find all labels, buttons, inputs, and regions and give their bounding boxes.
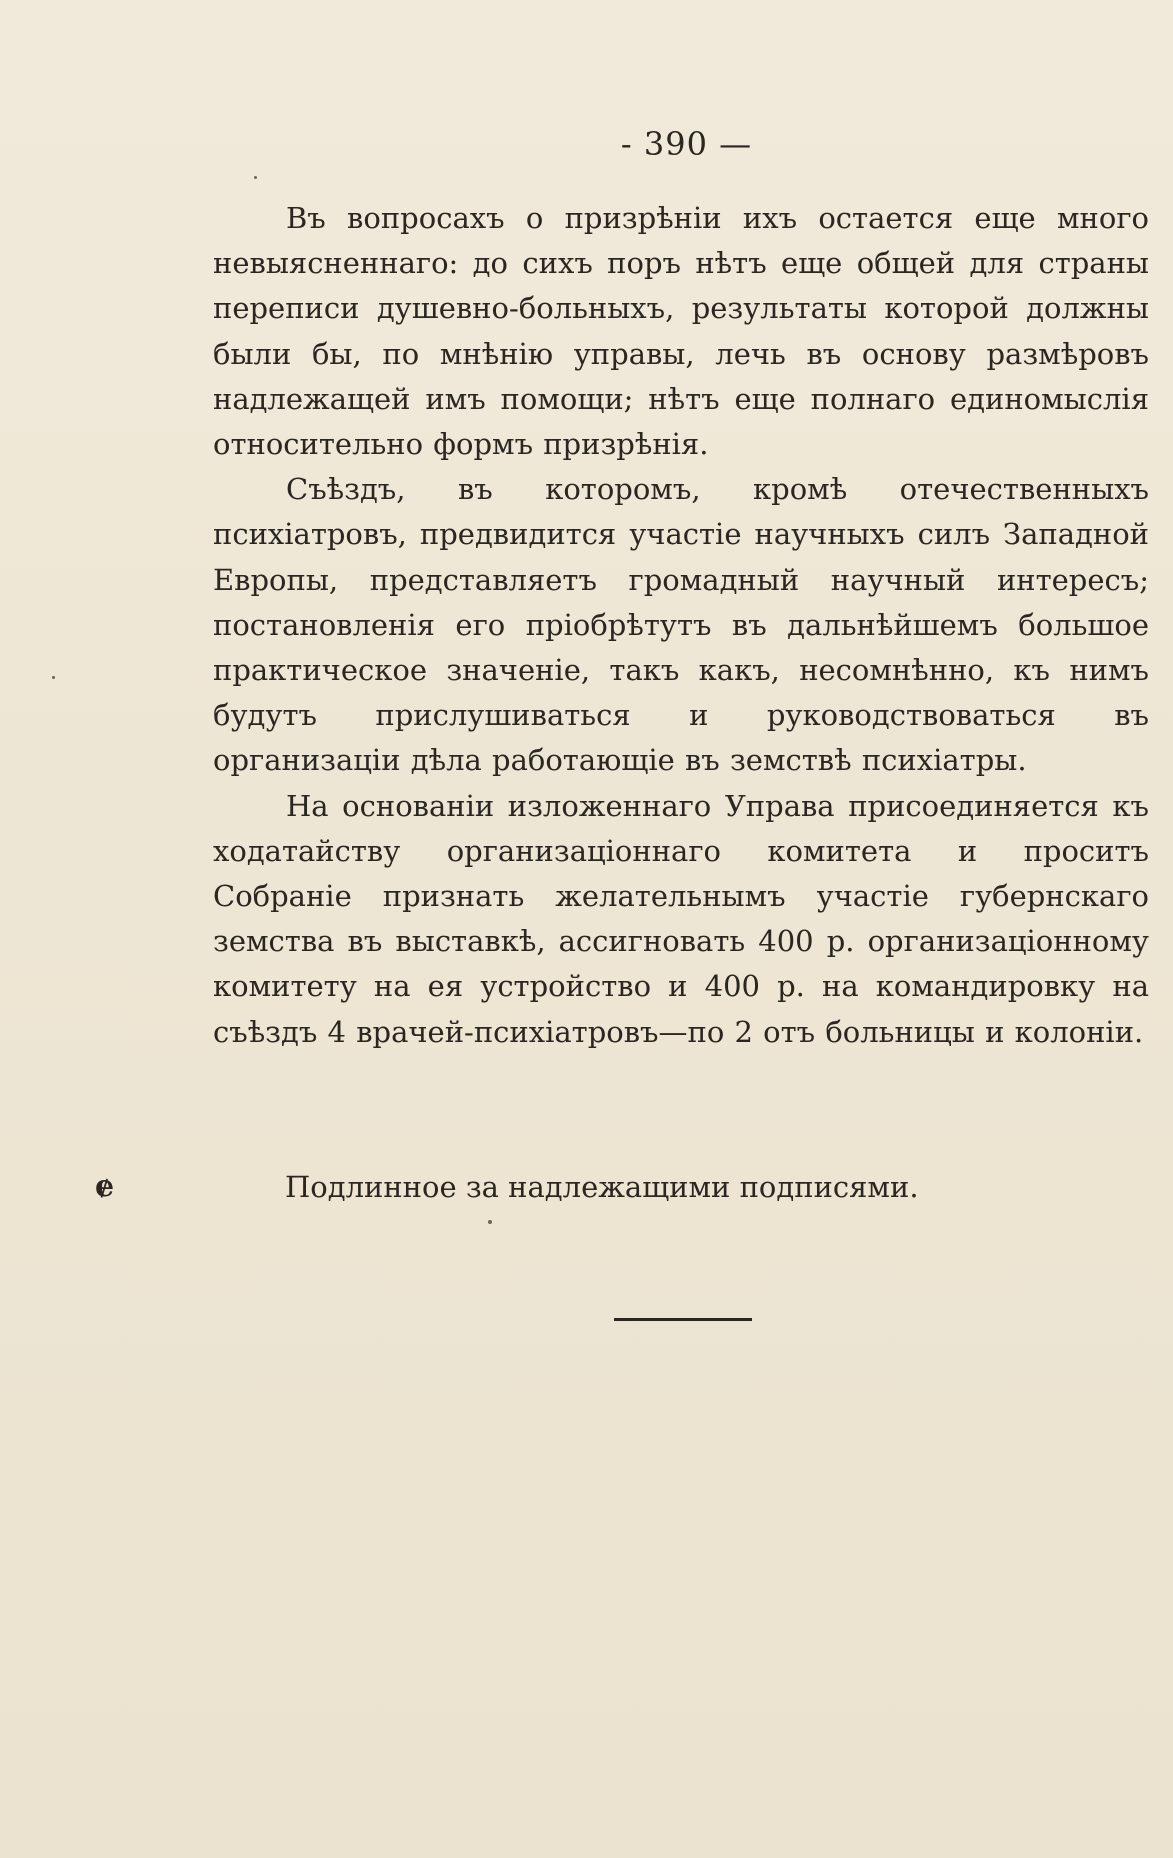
body-text [213, 196, 1149, 1055]
paragraph-3: На основаніи изложеннаго Управа присоединяется къ ходатайству организаціоннаго комитета и проситъ Собраніе признать желательнымъ участіе губернскаго земства въ выставкѣ, ассигновать 400 р. организаціонному комитету на ея устройство и 400 р. на командировку на съѣздъ 4 врачей-психіатровъ—по 2 отъ больницы и колоніи. [213, 788, 1149, 1049]
end-rule [614, 1318, 752, 1321]
margin-mark: ɇ [95, 1169, 115, 1204]
paragraph-1: Въ вопросахъ о призрѣніи ихъ остается еще много невыясненнаго: до сихъ поръ нѣтъ еще общей для страны переписи душевно-больныхъ, результаты которой должны были бы, по мнѣнію управы, лечь въ основу размѣровъ надлежащей имъ помощи; нѣтъ еще полнаго единомыслія относительно формъ призрѣнія. [213, 201, 1149, 462]
signature-note: Подлинное за надлежащими подписями. [285, 1170, 919, 1204]
ink-speck [488, 1220, 492, 1224]
paragraph-2: Съѣздъ, въ которомъ, кромѣ отечественныхъ психіатровъ, предвидится участіе научныхъ силъ Западной Европы, представляетъ громадный научный интересъ; постановленія его пріобрѣтутъ въ дальнѣйшемъ большое практическое значеніе, такъ какъ, несомнѣнно, къ нимъ будутъ прислушиваться и руководствоваться въ организаціи дѣла работающіе въ земствѣ психіатры. [213, 472, 1149, 778]
ink-speck [52, 676, 55, 679]
ink-speck [254, 176, 257, 179]
page-number: - 390 — [620, 125, 753, 163]
